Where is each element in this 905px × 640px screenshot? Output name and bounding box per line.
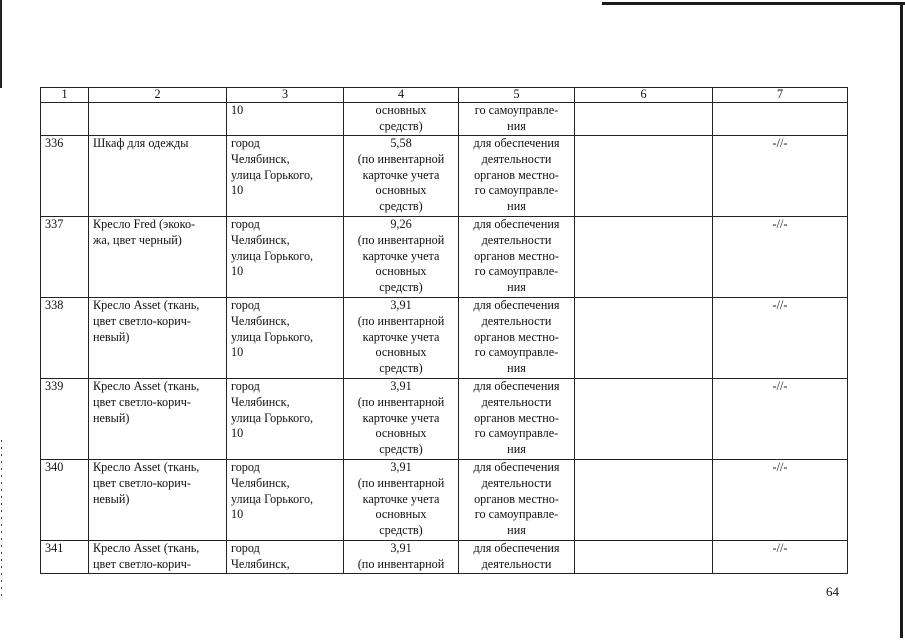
cell-value: 3,91 (по инвентарной карточке учета основных средств) [344,460,459,541]
cell-col6 [575,298,713,379]
table-row [41,217,848,298]
cell-col6 [575,136,713,217]
cell-number: 341 [41,541,89,574]
cell-col6 [575,541,713,574]
cell-address: город Челябинск, улица Горького, 10 [227,136,344,217]
header-cell: 6 [575,88,713,103]
cell-value: 3,91 (по инвентарной карточке учета основных средств) [344,298,459,379]
scan-edge-left-dots [1,440,2,600]
table-row [41,379,848,460]
header-cell: 2 [89,88,227,103]
cell-purpose: го самоуправле- ния [459,103,575,136]
cell-col7: -//- [713,136,848,217]
cell-address: город Челябинск, улица Горького, 10 [227,379,344,460]
scan-edge-left [0,0,2,88]
table-header-row [41,88,848,103]
cell-number [41,103,89,136]
cell-number: 340 [41,460,89,541]
cell-value: 3,91 (по инвентарной карточке учета основных средств) [344,379,459,460]
cell-value: основных средств) [344,103,459,136]
cell-value: 5,58 (по инвентарной карточке учета основных средств) [344,136,459,217]
cell-col7: -//- [713,379,848,460]
table-row [41,136,848,217]
cell-purpose: для обеспечения деятельности органов местно- го самоуправле- ния [459,136,575,217]
cell-col7 [713,103,848,136]
cell-purpose: для обеспечения деятельности органов местно- го самоуправле- ния [459,298,575,379]
cell-name: Кресло Fred (экоко- жа, цвет черный) [89,217,227,298]
inventory-table [40,87,848,574]
header-cell: 1 [41,88,89,103]
cell-address: город Челябинск, улица Горького, 10 [227,217,344,298]
scan-edge-top [602,2,905,5]
table-row-continuation [41,103,848,136]
cell-number: 338 [41,298,89,379]
cell-name: Кресло Asset (ткань, цвет светло-корич- невый) [89,379,227,460]
cell-col7: -//- [713,541,848,574]
cell-col7: -//- [713,298,848,379]
cell-address: город Челябинск, улица Горького, 10 [227,460,344,541]
cell-purpose: для обеспечения деятельности органов местно- го самоуправле- ния [459,460,575,541]
cell-value: 9,26 (по инвентарной карточке учета основных средств) [344,217,459,298]
cell-purpose: для обеспечения деятельности органов местно- го самоуправле- ния [459,379,575,460]
table-row-partial [41,541,848,574]
cell-address: город Челябинск, [227,541,344,574]
cell-col6 [575,460,713,541]
cell-name: Кресло Asset (ткань, цвет светло-корич- невый) [89,298,227,379]
cell-name [89,103,227,136]
cell-name: Кресло Asset (ткань, цвет светло-корич- [89,541,227,574]
table-row [41,298,848,379]
header-cell: 4 [344,88,459,103]
cell-purpose: для обеспечения деятельности органов местно- го самоуправле- ния [459,217,575,298]
cell-value: 3,91 (по инвентарной [344,541,459,574]
cell-col6 [575,217,713,298]
cell-address: город Челябинск, улица Горького, 10 [227,298,344,379]
cell-number: 339 [41,379,89,460]
cell-name: Шкаф для одежды [89,136,227,217]
cell-col7: -//- [713,460,848,541]
page-number: 64 [826,584,839,599]
cell-number: 337 [41,217,89,298]
cell-number: 336 [41,136,89,217]
cell-name: Кресло Asset (ткань, цвет светло-корич- невый) [89,460,227,541]
header-cell: 7 [713,88,848,103]
cell-address: 10 [227,103,344,136]
cell-col6 [575,379,713,460]
cell-purpose: для обеспечения деятельности [459,541,575,574]
header-cell: 5 [459,88,575,103]
cell-col7: -//- [713,217,848,298]
table-row [41,460,848,541]
cell-col6 [575,103,713,136]
header-cell: 3 [227,88,344,103]
scan-edge-right [900,2,903,638]
